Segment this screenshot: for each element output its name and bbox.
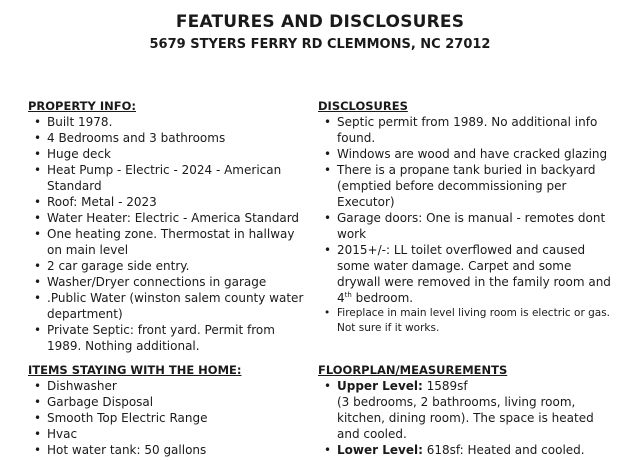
list-item: • Washer/Dryer connections in garage [28, 274, 310, 290]
items-staying-heading: ITEMS STAYING WITH THE HOME: [28, 363, 242, 377]
upper-level-detail: (3 bedrooms, 2 bathrooms, living room, kitchen, dining room). The space is heated and cooled. [337, 395, 594, 441]
list-item: • Garbage Disposal [28, 394, 310, 410]
list-item: • Private Septic: front yard. Permit from 1989. Nothing additional. [28, 322, 310, 354]
list-item: • Smooth Top Electric Range [28, 410, 310, 426]
list-item: • Roof: Metal - 2023 [28, 194, 310, 210]
lower-level-label: Lower Level: [337, 443, 423, 457]
list-item: • Hot water tank: 50 gallons [28, 442, 310, 458]
list-item [318, 378, 614, 442]
list-item: • Garage doors: One is manual - remotes dont work [318, 210, 614, 242]
property-info-section [28, 98, 310, 354]
list-item: • 2 car garage side entry. [28, 258, 310, 274]
list-item: • Dishwasher [28, 378, 310, 394]
items-staying-list [28, 378, 310, 458]
list-item: • 4 Bedrooms and 3 bathrooms [28, 130, 310, 146]
list-item: • There is a propane tank buried in backyard (emptied before decommissioning per Executor) [318, 162, 614, 210]
property-info-list [28, 114, 310, 354]
water-damage-text: 2015+/-: LL toilet overflowed and caused some water damage. Carpet and some drywall were removed in the family room and 4 [337, 243, 611, 305]
page-title: FEATURES AND DISCLOSURES [175, 12, 465, 32]
list-item: • Huge deck [28, 146, 310, 162]
ordinal-suffix: th [344, 291, 352, 299]
floorplan-section [318, 362, 614, 458]
list-item: • Windows are wood and have cracked glazing [318, 146, 614, 162]
list-item: • Fireplace in main level living room is electric or gas. Not sure if it works. [318, 306, 614, 336]
disclosures-section [318, 98, 614, 336]
list-item [318, 442, 614, 458]
disclosures-heading: DISCLOSURES [318, 99, 408, 113]
disclosures-list [318, 114, 614, 336]
list-item: • One heating zone. Thermostat in hallway on main level [28, 226, 310, 258]
property-address: 5679 STYERS FERRY RD CLEMMONS, NC 27012 [149, 37, 491, 52]
items-staying-section [28, 362, 310, 458]
list-item: • Septic permit from 1989. No additional info found. [318, 114, 614, 146]
list-item: • Heat Pump - Electric - 2024 - American Standard [28, 162, 310, 194]
floorplan-heading: FLOORPLAN/MEASUREMENTS [318, 363, 508, 377]
floorplan-list [318, 378, 614, 458]
upper-level-label: Upper Level: [337, 379, 423, 393]
upper-level-value: 1589sf [422, 379, 468, 393]
list-item: • Water Heater: Electric - America Standard [28, 210, 310, 226]
property-info-heading: PROPERTY INFO: [28, 99, 136, 113]
list-item [318, 242, 614, 306]
lower-level-value: 618sf: Heated and cooled. [422, 443, 585, 457]
list-item: • Hvac [28, 426, 310, 442]
list-item: • Built 1978. [28, 114, 310, 130]
list-item: • .Public Water (winston salem county water department) [28, 290, 310, 322]
water-damage-tail: bedroom. [351, 291, 414, 305]
